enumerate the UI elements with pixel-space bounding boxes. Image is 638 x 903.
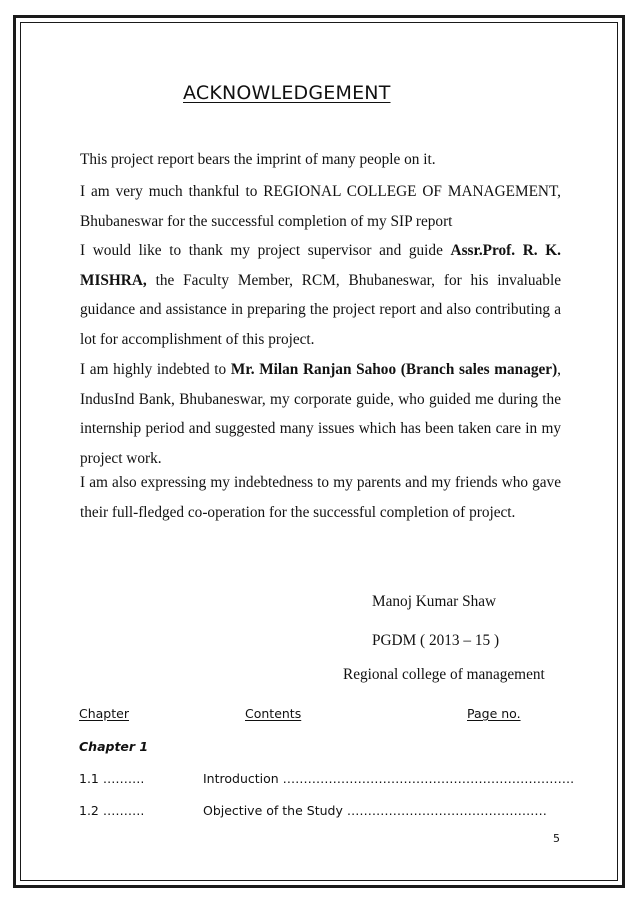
toc-chapter-label: Chapter 1	[79, 739, 149, 754]
guide-text-after: , IndusInd Bank, Bhubaneswar, my corporate guide, who guided me during the internship period and suggested many issues which has been taken care in my project work.	[80, 361, 561, 467]
page-number: 5	[553, 832, 560, 845]
toc-row-1-number: 1.1 ……….	[79, 771, 145, 786]
paragraph-thanks-corporate-guide	[80, 355, 561, 473]
paragraph-thanks-family: I am also expressing my indebtedness to my parents and my friends who gave their full-fledged co-operation for the successful completion of project.	[80, 474, 561, 521]
toc-header-chapter: Chapter	[79, 706, 129, 721]
page-title: ACKNOWLEDGEMENT	[183, 82, 391, 104]
toc-header-page: Page no.	[467, 706, 521, 721]
toc-header-contents: Contents	[245, 706, 302, 721]
signature-program: PGDM ( 2013 – 15 )	[372, 632, 500, 649]
supervisor-name: Assr.Prof. R. K. MISHRA,	[80, 242, 562, 289]
supervisor-text-before: I would like to thank my project supervisor and guide	[80, 242, 451, 259]
supervisor-text-after: the Faculty Member, RCM, Bhubaneswar, for his invaluable guidance and assistance in preparing the project report and also contributing a lot for accomplishment of this project.	[80, 271, 561, 348]
toc-row-2-text: Objective of the Study …………………………………………	[203, 803, 547, 818]
signature-college: Regional college of management	[343, 666, 545, 683]
toc-row-2-number: 1.2 ……….	[79, 803, 145, 818]
paragraph-thanks-supervisor	[80, 236, 561, 354]
guide-name: Mr. Milan Ranjan Sahoo (Branch sales manager)	[230, 361, 558, 378]
paragraph-intro: This project report bears the imprint of many people on it.	[80, 151, 436, 168]
paragraph-thanks-college: I am very much thankful to REGIONAL COLLEGE OF MANAGEMENT, Bhubaneswar for the successful completion of my SIP report	[80, 183, 561, 230]
signature-name: Manoj Kumar Shaw	[372, 593, 497, 610]
guide-text-before: I am highly indebted to	[80, 361, 231, 378]
toc-row-1-text: Introduction …………………………………………………………….	[203, 771, 575, 786]
